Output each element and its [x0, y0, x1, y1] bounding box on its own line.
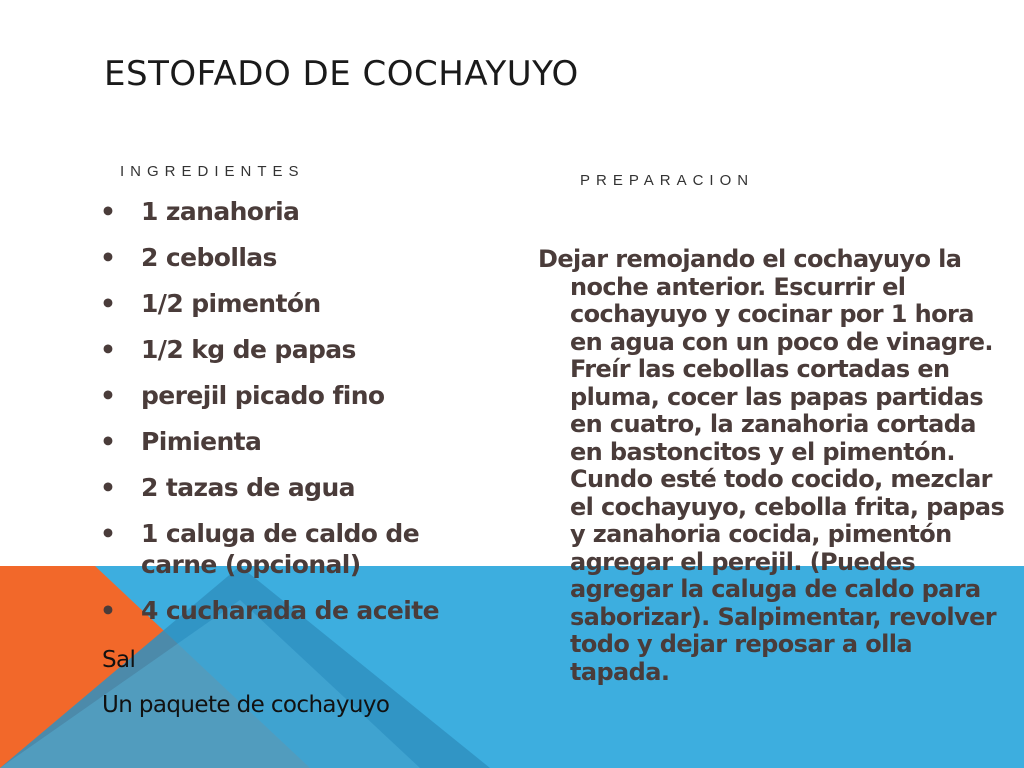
list-item — [100, 288, 480, 319]
bullet-glyph: • — [100, 243, 116, 272]
bullet-glyph: • — [100, 381, 116, 410]
preparation-heading: PREPARACION — [580, 172, 755, 189]
list-item — [100, 334, 480, 365]
ingredient-text: Pimienta — [141, 427, 262, 456]
ingredient-text: 2 cebollas — [141, 243, 277, 272]
ingredients-heading: INGREDIENTES — [120, 163, 305, 180]
ingredient-text: 1/2 pimentón — [141, 289, 321, 318]
list-item — [100, 518, 480, 580]
bullet-glyph: • — [100, 596, 116, 625]
ingredients-list — [100, 196, 480, 641]
extra-ingredient-salt: Sal — [102, 647, 136, 673]
slide-title: ESTOFADO DE COCHAYUYO — [104, 54, 579, 94]
ingredient-text: 1 caluga de caldo de carne (opcional) — [141, 519, 420, 579]
bullet-glyph: • — [100, 335, 116, 364]
list-item — [100, 242, 480, 273]
list-item — [100, 472, 480, 503]
ingredient-text: 2 tazas de agua — [141, 473, 355, 502]
ingredient-text: perejil picado fino — [141, 381, 385, 410]
bullet-glyph: • — [100, 197, 116, 226]
ingredient-text: 1 zanahoria — [141, 197, 300, 226]
bullet-glyph: • — [100, 473, 116, 502]
list-item — [100, 380, 480, 411]
ingredient-text: 4 cucharada de aceite — [141, 596, 439, 625]
preparation-text: Dejar remojando el cochayuyo la noche anterior. Escurrir el cochayuyo y cocinar por 1 hora en agua con un poco de vinagre. Freír las cebollas cortadas en pluma, cocer las papas partidas en cuatro, la zanahoria cortada en bastoncitos y el pimentón. Cundo esté todo cocido, mezclar el cochayuyo, cebolla frita, papas y zanahoria cocida, pimentón agregar el perejil. (Puedes agregar la caluga de caldo para saborizar). Salpimentar, revolver todo y dejar reposar a olla tapada. — [538, 245, 1005, 686]
list-item — [100, 426, 480, 457]
ingredient-text: 1/2 kg de papas — [141, 335, 356, 364]
bullet-glyph: • — [100, 427, 116, 456]
bullet-glyph: • — [100, 289, 116, 318]
extra-ingredients — [102, 645, 389, 735]
list-item — [100, 196, 480, 227]
bullet-glyph: • — [100, 519, 116, 548]
extra-ingredient-cochayuyo: Un paquete de cochayuyo — [102, 692, 390, 718]
list-item — [100, 595, 480, 626]
